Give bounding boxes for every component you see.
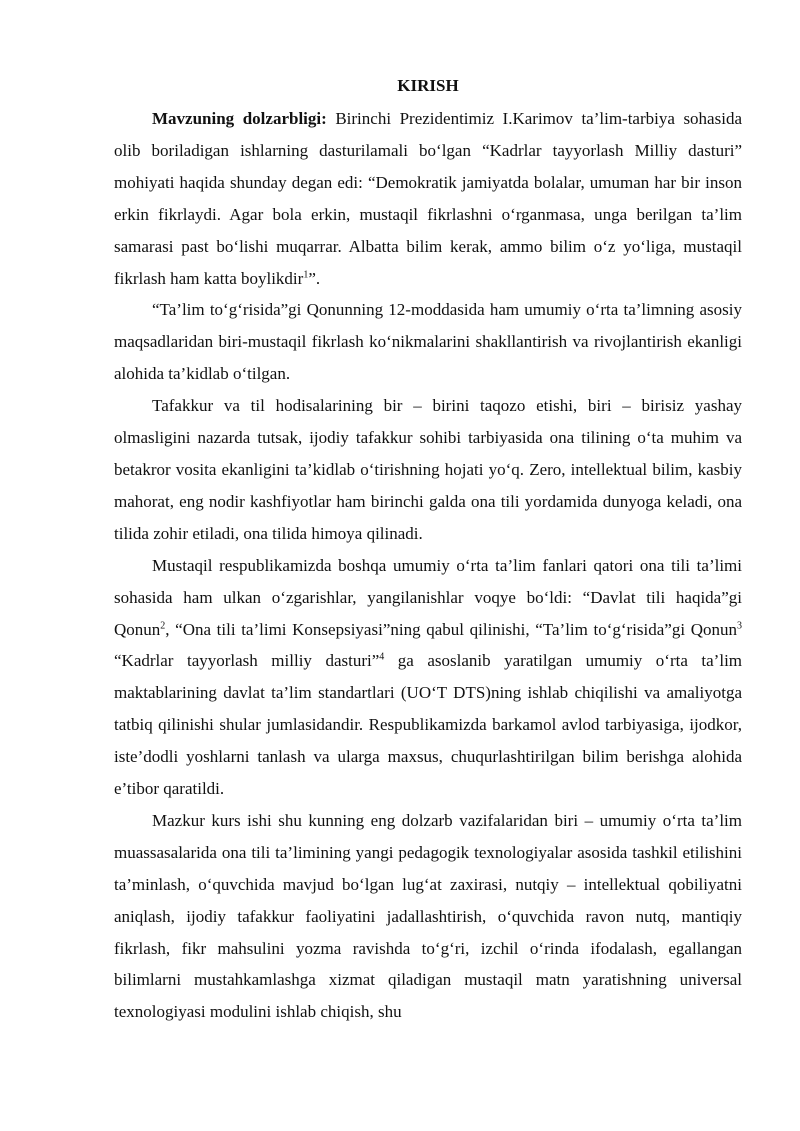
page-title: KIRISH bbox=[397, 76, 459, 95]
footnote-ref-3[interactable]: 3 bbox=[737, 619, 742, 631]
footnote-ref-2[interactable]: 2 bbox=[160, 619, 166, 631]
paragraph-law-article: “Ta’lim to‘g‘risida”gi Qonunning 12-moddasida ham umumiy o‘rta ta’limning asosiy maqsadlaridan biri-mustaqil fikrlash ko‘nikmalarini shakllantirish va rivojlantirish ekanligi alohida ta’kidlab o‘tilgan. bbox=[114, 300, 742, 384]
paragraph-text: ga asoslanib yaratilgan umumiy o‘rta ta’lim maktablarining davlat ta’lim standartlari (UO‘T DTS)ning ishlab chiqilishi va amaliyotga tatbiq qilinishi shular jumlasidandir. Respublikamizda barkamol avlod tarbiyasiga, ijodkor, iste’dodli yoshlarni tanlash va ularga maxsus, chuqurlashtirilgan bilim berishga alohida e’tibor qaratildi. bbox=[114, 651, 743, 799]
paragraph-text: Mustaqil respublikamizda boshqa umumiy o‘rta ta’lim fanlari qatori ona tili ta’limi sohasida ham ulkan o‘zgarishlar, yangilanishlar voqye bo‘ldi: “Davlat tili haqida”gi Qonun bbox=[114, 555, 742, 639]
footnote-ref-1[interactable]: 1 bbox=[303, 268, 309, 280]
paragraph-text: “Kadrlar tayyorlash milliy dasturi” bbox=[114, 651, 380, 671]
paragraph-course-goals: Mazkur kurs ishi shu kunning eng dolzarb vazifalaridan biri – umumiy o‘rta ta’lim muassasalarida ona tili ta’limining yangi pedagogik texnologiyalar asosida tashkil etilishini ta’minlash, o‘quvchida mavjud bo‘lgan lug‘at zaxirasi, nutqiy – intellektual qobiliyatni aniqlash, ijodiy tafakkur faoliyatini jadallashtirish, o‘quvchida ravon nutq, mantiqiy fikrlash, fikr mahsulini yozma ravishda to‘g‘ri, izchil o‘rinda ifodalash, egallangan bilimlarni mustahkamlashga xizmat qiladigan mustaqil matn yaratishning universal texnologiyasi modulini ishlab chiqish, shu bbox=[114, 810, 742, 1022]
relevance-heading: Mavzuning dolzarbligi: bbox=[152, 109, 327, 128]
paragraph-relevance bbox=[114, 103, 742, 294]
paragraph-thinking-language: Tafakkur va til hodisalarining bir – birini taqozo etishi, biri – birisiz yashay olmasligini nazarda tutsak, ijodiy tafakkur sohibi tarbiyasida ona tilining o‘ta muhim va betakror vosita ekanligini ta’kidlab o‘tirishning hojati yo‘q. Zero, intellektual bilim, kasbiy mahorat, eng nodir kashfiyotlar ham birinchi galda ona tili yordamida dunyoga keladi, ona tilida zohir etiladi, ona tilida himoya qilinadi. bbox=[114, 396, 742, 543]
paragraph-text: , “Ona tili ta’limi Konsepsiyasi”ning qabul qilinishi, “Ta’lim to‘g‘risida”gi Qonun bbox=[165, 619, 737, 639]
paragraph-reforms bbox=[114, 550, 742, 805]
footnote-ref-4[interactable]: 4 bbox=[379, 651, 385, 663]
paragraph-text: ”. bbox=[308, 268, 321, 288]
document-page bbox=[114, 74, 742, 1028]
paragraph-text: Birinchi Prezidentimiz I.Karimov ta’lim-tarbiya sohasida olib boriladigan ishlarning dasturilamali bo‘lgan “Kadrlar tayyorlash Milliy dasturi” mohiyati haqida shunday degan edi: “Demokratik jamiyatda bolalar, umuman har bir inson erkin fikrlaydi. Agar bola erkin, mustaqil fikrlashni o‘rganmasa, unga berilgan ta’lim samarasi past bo‘lishi muqarrar. Albatta bilim kerak, ammo bilim o‘z yo‘liga, mustaqil fikrlash ham katta boylikdir bbox=[114, 109, 742, 288]
